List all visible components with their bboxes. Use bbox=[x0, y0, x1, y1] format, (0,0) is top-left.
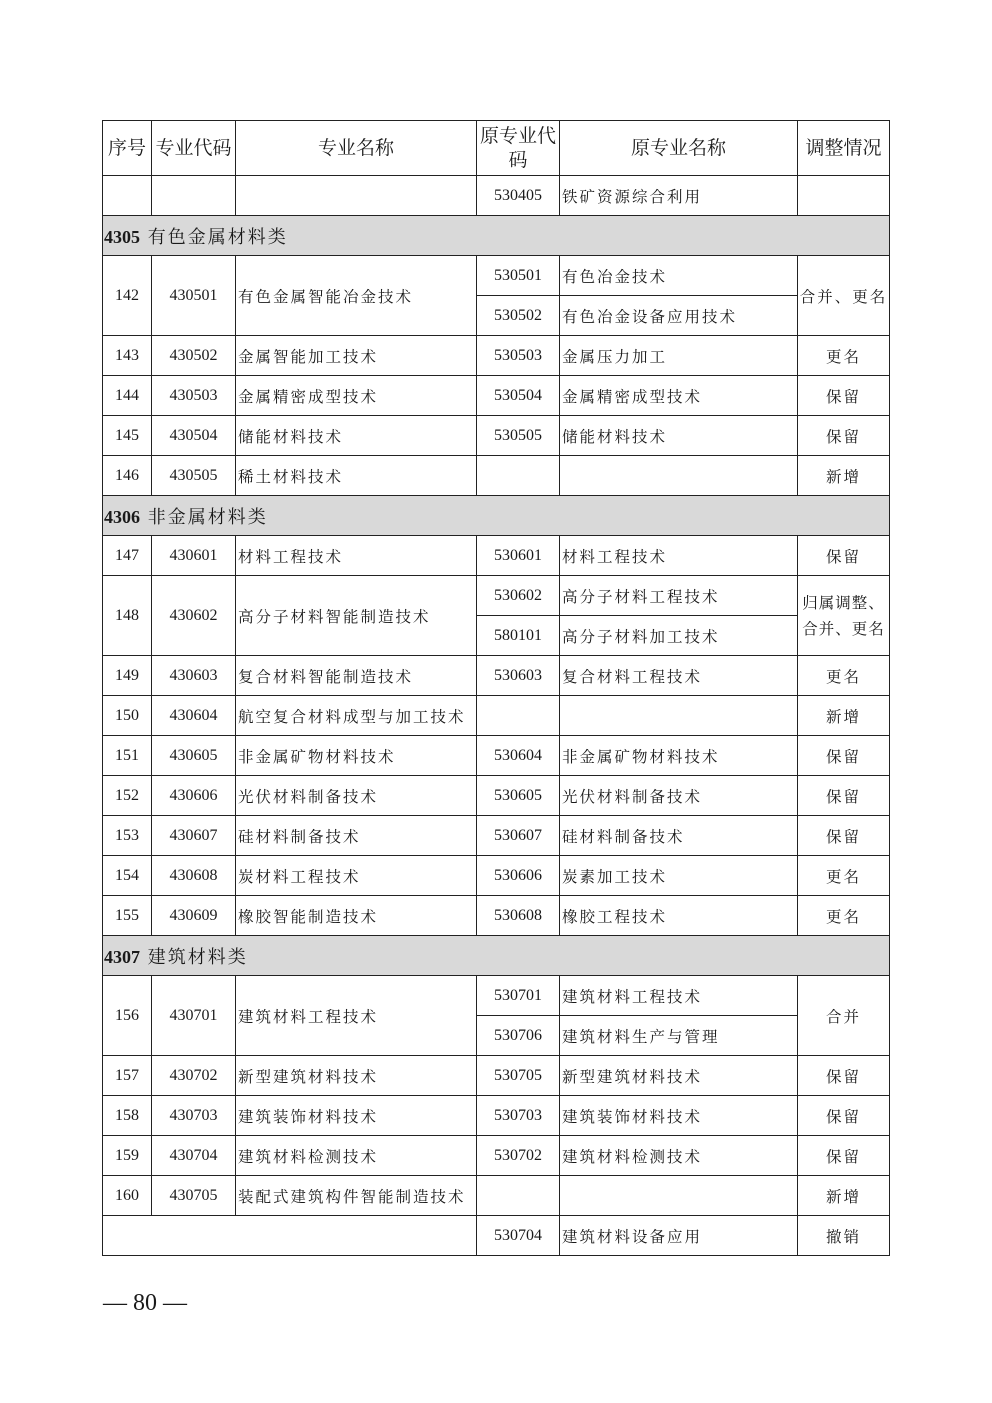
name-cell: 储能材料技术 bbox=[236, 416, 477, 456]
code-cell: 430604 bbox=[152, 696, 236, 736]
code-cell: 430701 bbox=[152, 976, 236, 1056]
seq-cell: 150 bbox=[103, 696, 152, 736]
group-row bbox=[103, 936, 890, 976]
table-row bbox=[103, 376, 890, 416]
group-name: 非金属材料类 bbox=[147, 506, 268, 528]
group-row bbox=[103, 496, 890, 536]
group-row bbox=[103, 216, 890, 256]
code-cell: 430608 bbox=[152, 856, 236, 896]
orig-name-cell: 非金属矿物材料技术 bbox=[560, 736, 798, 776]
adjust-cell: 更名 bbox=[798, 656, 890, 696]
seq-cell: 142 bbox=[103, 256, 152, 336]
adjust-cell: 更名 bbox=[798, 896, 890, 936]
table-row bbox=[103, 776, 890, 816]
seq-cell: 146 bbox=[103, 456, 152, 496]
table-row bbox=[103, 656, 890, 696]
orig-name-cell: 铁矿资源综合利用 bbox=[560, 176, 798, 216]
header-row bbox=[103, 121, 890, 176]
majors-table bbox=[102, 120, 890, 1256]
table-row bbox=[103, 576, 890, 616]
table-row bbox=[103, 336, 890, 376]
table-row bbox=[103, 1056, 890, 1096]
orig-name-cell: 金属精密成型技术 bbox=[560, 376, 798, 416]
code-cell: 430603 bbox=[152, 656, 236, 696]
seq-cell: 154 bbox=[103, 856, 152, 896]
name-cell: 炭材料工程技术 bbox=[236, 856, 477, 896]
seq-cell: 144 bbox=[103, 376, 152, 416]
table-row bbox=[103, 536, 890, 576]
seq-cell: 151 bbox=[103, 736, 152, 776]
orig-name-cell: 建筑材料检测技术 bbox=[560, 1136, 798, 1176]
name-cell: 金属精密成型技术 bbox=[236, 376, 477, 416]
header-name: 专业名称 bbox=[236, 121, 477, 176]
header-adjust: 调整情况 bbox=[798, 121, 890, 176]
seq-cell: 148 bbox=[103, 576, 152, 656]
orig-name-cell: 材料工程技术 bbox=[560, 536, 798, 576]
orig-code-cell: 530705 bbox=[477, 1056, 560, 1096]
code-cell: 430705 bbox=[152, 1176, 236, 1216]
orig-code-cell: 530702 bbox=[477, 1136, 560, 1176]
name-cell: 非金属矿物材料技术 bbox=[236, 736, 477, 776]
page-number: — 80 — bbox=[103, 1290, 187, 1316]
adjust-cell: 保留 bbox=[798, 416, 890, 456]
adjust-cell: 保留 bbox=[798, 1136, 890, 1176]
name-cell: 复合材料智能制造技术 bbox=[236, 656, 477, 696]
orig-code-cell: 530601 bbox=[477, 536, 560, 576]
table-row bbox=[103, 456, 890, 496]
orig-name-cell: 炭素加工技术 bbox=[560, 856, 798, 896]
header-code: 专业代码 bbox=[152, 121, 236, 176]
code-cell: 430501 bbox=[152, 256, 236, 336]
orig-code-cell: 530607 bbox=[477, 816, 560, 856]
orig-name-cell: 复合材料工程技术 bbox=[560, 656, 798, 696]
adjust-cell: 保留 bbox=[798, 1056, 890, 1096]
seq-cell: 159 bbox=[103, 1136, 152, 1176]
orig-name-cell: 硅材料制备技术 bbox=[560, 816, 798, 856]
orig-name-cell: 新型建筑材料技术 bbox=[560, 1056, 798, 1096]
name-cell: 装配式建筑构件智能制造技术 bbox=[236, 1176, 477, 1216]
orig-code-cell: 530605 bbox=[477, 776, 560, 816]
table-row bbox=[103, 696, 890, 736]
seq-cell: 143 bbox=[103, 336, 152, 376]
name-cell: 金属智能加工技术 bbox=[236, 336, 477, 376]
header-seq: 序号 bbox=[103, 121, 152, 176]
adjust-cell: 保留 bbox=[798, 376, 890, 416]
table-row bbox=[103, 1176, 890, 1216]
adjust-cell: 保留 bbox=[798, 816, 890, 856]
orig-name-cell: 建筑材料工程技术 bbox=[560, 976, 798, 1016]
code-cell: 430502 bbox=[152, 336, 236, 376]
group-name: 建筑材料类 bbox=[147, 946, 248, 968]
orig-name-cell: 建筑装饰材料技术 bbox=[560, 1096, 798, 1136]
orig-name-cell: 高分子材料工程技术 bbox=[560, 576, 798, 616]
orig-name-cell: 有色冶金设备应用技术 bbox=[560, 296, 798, 336]
adjust-cell: 合并 bbox=[798, 976, 890, 1056]
code-cell: 430704 bbox=[152, 1136, 236, 1176]
orig-code-cell: 530706 bbox=[477, 1016, 560, 1056]
adjust-cell: 更名 bbox=[798, 336, 890, 376]
code-cell: 430505 bbox=[152, 456, 236, 496]
orig-code-cell: 530502 bbox=[477, 296, 560, 336]
name-cell: 有色金属智能冶金技术 bbox=[236, 256, 477, 336]
header-orig-code: 原专业代码 bbox=[477, 121, 560, 176]
code-cell: 430605 bbox=[152, 736, 236, 776]
group-code: 4305 bbox=[104, 226, 140, 247]
orig-name-cell: 建筑材料设备应用 bbox=[560, 1216, 798, 1256]
seq-cell: 155 bbox=[103, 896, 152, 936]
adjust-cell: 新增 bbox=[798, 456, 890, 496]
name-cell: 橡胶智能制造技术 bbox=[236, 896, 477, 936]
adjust-cell: 保留 bbox=[798, 776, 890, 816]
header-orig-name: 原专业名称 bbox=[560, 121, 798, 176]
orig-code-cell: 530704 bbox=[477, 1216, 560, 1256]
group-code: 4306 bbox=[104, 506, 140, 527]
orig-name-cell: 建筑材料生产与管理 bbox=[560, 1016, 798, 1056]
orig-name-cell: 金属压力加工 bbox=[560, 336, 798, 376]
orig-name-cell: 高分子材料加工技术 bbox=[560, 616, 798, 656]
adjust-cell: 更名 bbox=[798, 856, 890, 896]
seq-cell: 153 bbox=[103, 816, 152, 856]
orig-code-cell: 530603 bbox=[477, 656, 560, 696]
adjust-cell: 合并、更名 bbox=[798, 256, 890, 336]
table-row bbox=[103, 736, 890, 776]
orig-code-cell: 530505 bbox=[477, 416, 560, 456]
orig-name-cell: 橡胶工程技术 bbox=[560, 896, 798, 936]
table-row bbox=[103, 1096, 890, 1136]
orig-code-cell: 530503 bbox=[477, 336, 560, 376]
adjust-cell: 新增 bbox=[798, 1176, 890, 1216]
table-row bbox=[103, 896, 890, 936]
seq-cell: 149 bbox=[103, 656, 152, 696]
code-cell: 430607 bbox=[152, 816, 236, 856]
orig-name-cell: 有色冶金技术 bbox=[560, 256, 798, 296]
seq-cell: 156 bbox=[103, 976, 152, 1056]
seq-cell: 145 bbox=[103, 416, 152, 456]
name-cell: 硅材料制备技术 bbox=[236, 816, 477, 856]
code-cell: 430602 bbox=[152, 576, 236, 656]
adjust-cell: 撤销 bbox=[798, 1216, 890, 1256]
orig-code-cell: 580101 bbox=[477, 616, 560, 656]
table-row bbox=[103, 256, 890, 296]
table-row bbox=[103, 856, 890, 896]
orig-code-cell: 530606 bbox=[477, 856, 560, 896]
orig-name-cell: 光伏材料制备技术 bbox=[560, 776, 798, 816]
seq-cell: 160 bbox=[103, 1176, 152, 1216]
code-cell: 430702 bbox=[152, 1056, 236, 1096]
name-cell: 新型建筑材料技术 bbox=[236, 1056, 477, 1096]
seq-cell: 158 bbox=[103, 1096, 152, 1136]
name-cell: 建筑材料工程技术 bbox=[236, 976, 477, 1056]
name-cell: 稀土材料技术 bbox=[236, 456, 477, 496]
seq-cell: 157 bbox=[103, 1056, 152, 1096]
adjust-cell: 保留 bbox=[798, 736, 890, 776]
orig-code-cell: 530405 bbox=[477, 176, 560, 216]
name-cell: 光伏材料制备技术 bbox=[236, 776, 477, 816]
code-cell: 430504 bbox=[152, 416, 236, 456]
code-cell: 430703 bbox=[152, 1096, 236, 1136]
group-name: 有色金属材料类 bbox=[147, 226, 288, 248]
table-row bbox=[103, 176, 890, 216]
adjust-cell: 新增 bbox=[798, 696, 890, 736]
seq-cell: 147 bbox=[103, 536, 152, 576]
orig-code-cell: 530703 bbox=[477, 1096, 560, 1136]
adjust-cell: 归属调整、合并、更名 bbox=[798, 576, 890, 656]
table-row bbox=[103, 1216, 890, 1256]
orig-code-cell: 530602 bbox=[477, 576, 560, 616]
table-row bbox=[103, 1136, 890, 1176]
orig-name-cell: 储能材料技术 bbox=[560, 416, 798, 456]
orig-code-cell: 530504 bbox=[477, 376, 560, 416]
name-cell: 建筑装饰材料技术 bbox=[236, 1096, 477, 1136]
name-cell: 高分子材料智能制造技术 bbox=[236, 576, 477, 656]
adjust-cell: 保留 bbox=[798, 1096, 890, 1136]
orig-code-cell: 530701 bbox=[477, 976, 560, 1016]
orig-code-cell: 530608 bbox=[477, 896, 560, 936]
adjust-cell: 保留 bbox=[798, 536, 890, 576]
seq-cell: 152 bbox=[103, 776, 152, 816]
code-cell: 430606 bbox=[152, 776, 236, 816]
name-cell: 材料工程技术 bbox=[236, 536, 477, 576]
group-code: 4307 bbox=[104, 946, 140, 967]
name-cell: 建筑材料检测技术 bbox=[236, 1136, 477, 1176]
code-cell: 430601 bbox=[152, 536, 236, 576]
code-cell: 430609 bbox=[152, 896, 236, 936]
table-row bbox=[103, 416, 890, 456]
orig-code-cell: 530501 bbox=[477, 256, 560, 296]
table-row bbox=[103, 976, 890, 1016]
table-row bbox=[103, 816, 890, 856]
name-cell: 航空复合材料成型与加工技术 bbox=[236, 696, 477, 736]
orig-code-cell: 530604 bbox=[477, 736, 560, 776]
code-cell: 430503 bbox=[152, 376, 236, 416]
